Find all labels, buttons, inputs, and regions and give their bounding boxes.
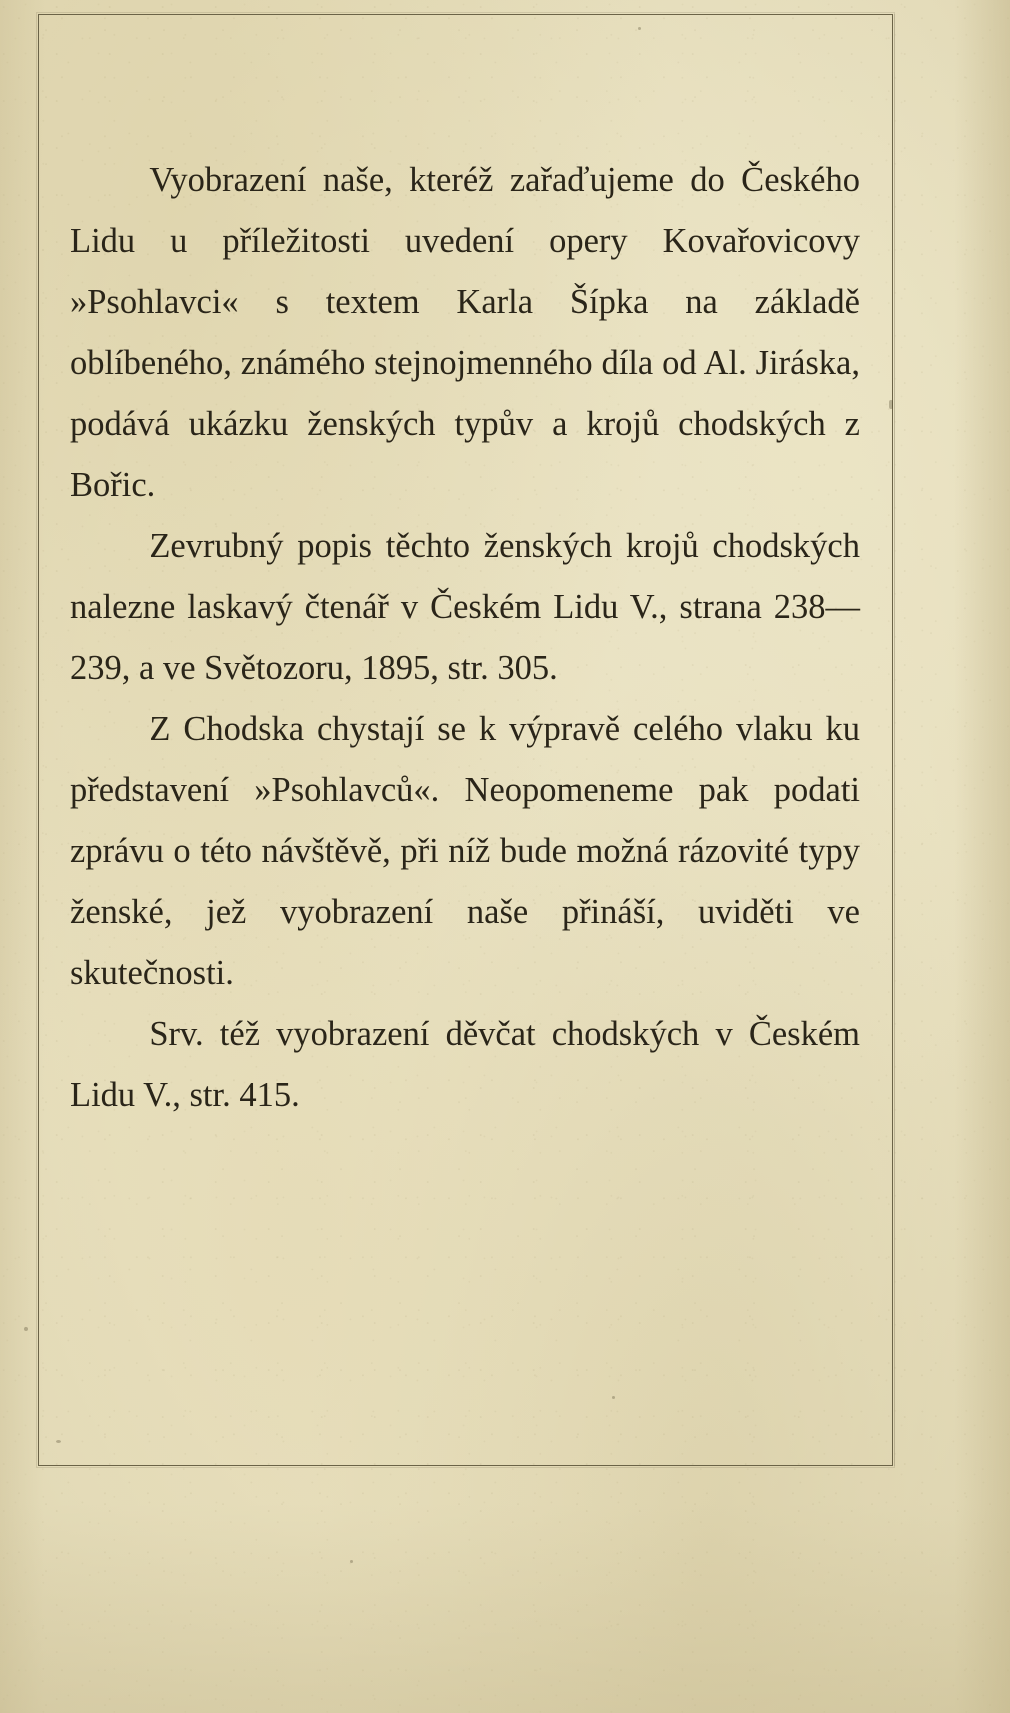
- ghost-vertical-rule: [894, 14, 895, 1466]
- paragraph-2: Zevrubný popis těchto ženských krojů chodských nalezne laskavý čtenář v Českém Lidu V., strana 238—239, a ve Světozoru, 1895, str. 305.: [70, 527, 860, 687]
- ink-speck: [24, 1327, 28, 1331]
- paragraph-3: Z Chodska chystají se k výpravě celého vlaku ku představení »Psohlavců«. Neopomeneme pak podati zprávu o této návštěvě, při níž bude možná rázovité typy ženské, jež vyobrazení naše přináší, uviděti ve skutečnosti.: [70, 710, 860, 992]
- right-edge-shading: [954, 0, 1010, 1713]
- paragraph-4: Srv. též vyobrazení děvčat chodských v Českém Lidu V., str. 415.: [70, 1015, 860, 1114]
- paragraph-1: Vyobrazení naše, kteréž zařaďujeme do Českého Lidu u příležitosti uvedení opery Kovařovicovy »Psohlavci« s textem Karla Šípka na základě oblíbeného, známého stejnojmenného díla od Al. Jiráska, podává ukázku ženských typův a krojů chodských z Bořic.: [70, 161, 860, 504]
- ink-speck: [350, 1560, 353, 1563]
- bottom-edge-shading: [0, 1503, 1010, 1713]
- body-text-block: [70, 150, 860, 1126]
